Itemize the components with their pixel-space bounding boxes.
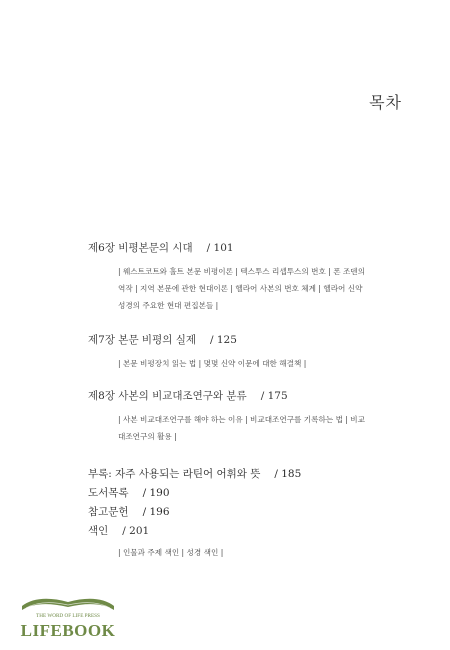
- toc-chapter-7[interactable]: [88, 332, 408, 372]
- references-heading: 참고문헌: [88, 506, 129, 518]
- toc-bibliography[interactable]: [88, 485, 170, 500]
- appendix-page-number: / 185: [274, 468, 302, 480]
- chapter-page-number: / 125: [209, 334, 237, 346]
- chapter-heading: 제6장 비평본문의 시대: [88, 242, 193, 254]
- chapter-page-number: / 101: [206, 242, 234, 254]
- lifebook-logo: [18, 592, 118, 642]
- chapter-subsections: | 본문 비평장치 읽는 법 | 몇몇 신약 이문에 대한 해결책 |: [118, 359, 307, 368]
- toc-chapter-8[interactable]: [88, 388, 408, 445]
- chapter-heading: 제7장 본문 비평의 실제: [88, 334, 196, 346]
- index-subsections: | 인물과 주제 색인 | 성경 색인 |: [118, 548, 224, 557]
- references-page-number: / 196: [142, 506, 170, 518]
- toc-chapter-6[interactable]: [88, 240, 408, 314]
- index-page-number: / 201: [122, 525, 150, 537]
- bibliography-page-number: / 190: [142, 487, 170, 499]
- logo-tagline: THE WORD OF LIFE PRESS: [36, 613, 100, 619]
- page-title: 목차: [369, 93, 402, 112]
- appendix-heading: 부록: 자주 사용되는 라틴어 어휘와 뜻: [88, 468, 261, 480]
- bibliography-heading: 도서목록: [88, 487, 129, 499]
- chapter-subsections: | 웨스트코트와 홀트 본문 비평이론 | 텍스투스 리셉투스의 번호 | 폰 조덴의 역작 | 지역 본문에 관한 현대이론 | 헬라어 사본의 번호 체계 | 헬라어 신약성경의 주요한 현대 편집본들 |: [118, 267, 365, 310]
- chapter-heading: 제8장 사본의 비교대조연구와 분류: [88, 390, 247, 402]
- toc-index[interactable]: [88, 523, 408, 561]
- chapter-subsections: | 사본 비교대조연구를 해야 하는 이유 | 비교대조연구를 기록하는 법 | 비교대조연구의 활용 |: [118, 415, 365, 441]
- chapter-page-number: / 175: [260, 390, 288, 402]
- logo-brand: LIFEBOOK: [20, 621, 116, 640]
- toc-appendix[interactable]: [88, 466, 301, 481]
- index-heading: 색인: [88, 525, 109, 537]
- toc-references[interactable]: [88, 504, 170, 519]
